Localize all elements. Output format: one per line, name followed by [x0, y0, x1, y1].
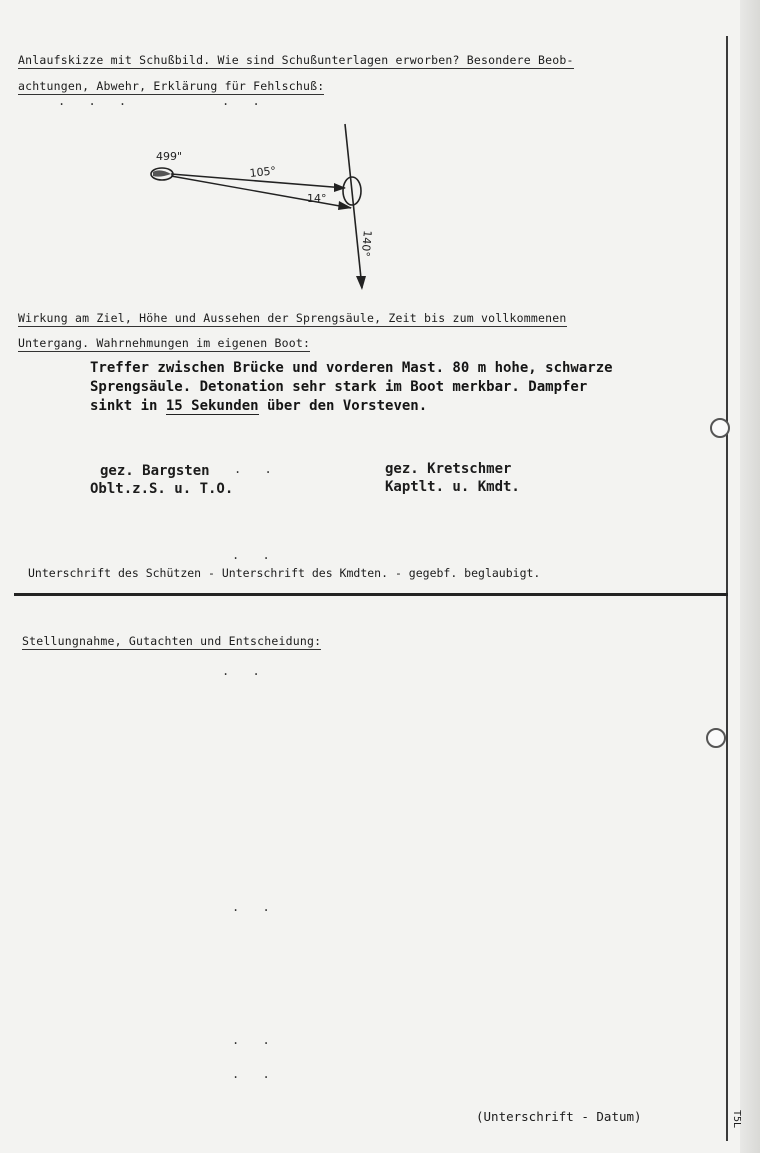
report-text-line1: Treffer zwischen Brücke und vorderen Mast. 80 m hohe, schwarze: [90, 360, 613, 376]
decorative-dots: . . .: [58, 94, 135, 108]
signature-left-name: gez. Bargsten: [100, 463, 210, 479]
section1-heading-line1: Anlaufskizze mit Schußbild. Wie sind Schußunterlagen erworben? Besondere Beob-: [18, 53, 574, 67]
sketch-label-small-angle: 14°: [307, 192, 327, 205]
section3-heading: Stellungnahme, Gutachten und Entscheidung:: [22, 634, 322, 648]
sketch-label-course: 105°: [248, 164, 277, 180]
sketch-boat-fill: [153, 170, 171, 176]
decorative-dots: . .: [232, 1067, 278, 1081]
decorative-dots: . .: [222, 664, 268, 678]
sketch-course-arrow: [356, 276, 366, 290]
section-divider: [14, 593, 728, 596]
sketch-label-distance: 499": [156, 150, 183, 163]
punch-hole-bottom: [706, 728, 726, 748]
page-edge-shadow: [740, 0, 760, 1153]
section2-heading-line1: Wirkung am Ziel, Höhe und Aussehen der Sprengsäule, Zeit bis zum vollkommenen: [18, 311, 567, 325]
right-border-line: [726, 36, 728, 1141]
section2-heading-line2: Untergang. Wahrnehmungen im eigenen Boot:: [18, 336, 311, 350]
report-text-line3: [90, 398, 427, 415]
signature-caption-line: Unterschrift des Schützen - Unterschrift des Kmdten. - gegebf. beglaubigt.: [28, 566, 541, 580]
signature-left-rank: Oblt.z.S. u. T.O.: [90, 481, 234, 497]
attack-sketch-diagram: [140, 120, 380, 295]
decorative-dots: . .: [232, 1033, 278, 1047]
report-text-line3-underlined: 15 Sekunden: [165, 398, 259, 414]
decorative-dots: . .: [234, 462, 280, 476]
section1-heading-line2: achtungen, Abwehr, Erklärung für Fehlschuß:: [18, 79, 325, 93]
footer-signature-date: (Unterschrift - Datum): [476, 1109, 642, 1124]
side-mark-text: T5L: [731, 1110, 742, 1129]
report-text-line3-post: über den Vorsteven.: [258, 398, 428, 414]
signature-right-rank: Kaptlt. u. Kmdt.: [385, 479, 520, 495]
sketch-arrow-2: [338, 201, 352, 210]
punch-hole-top: [710, 418, 730, 438]
decorative-dots: . .: [232, 900, 278, 914]
signature-right-name: gez. Kretschmer: [385, 461, 512, 477]
decorative-dots: . .: [222, 94, 268, 108]
sketch-label-bearing: 140°: [358, 229, 374, 258]
report-text-line3-pre: sinkt in: [90, 398, 166, 414]
report-text-line2: Sprengsäule. Detonation sehr stark im Boot merkbar. Dampfer: [90, 379, 588, 395]
decorative-dots: . .: [232, 548, 278, 562]
